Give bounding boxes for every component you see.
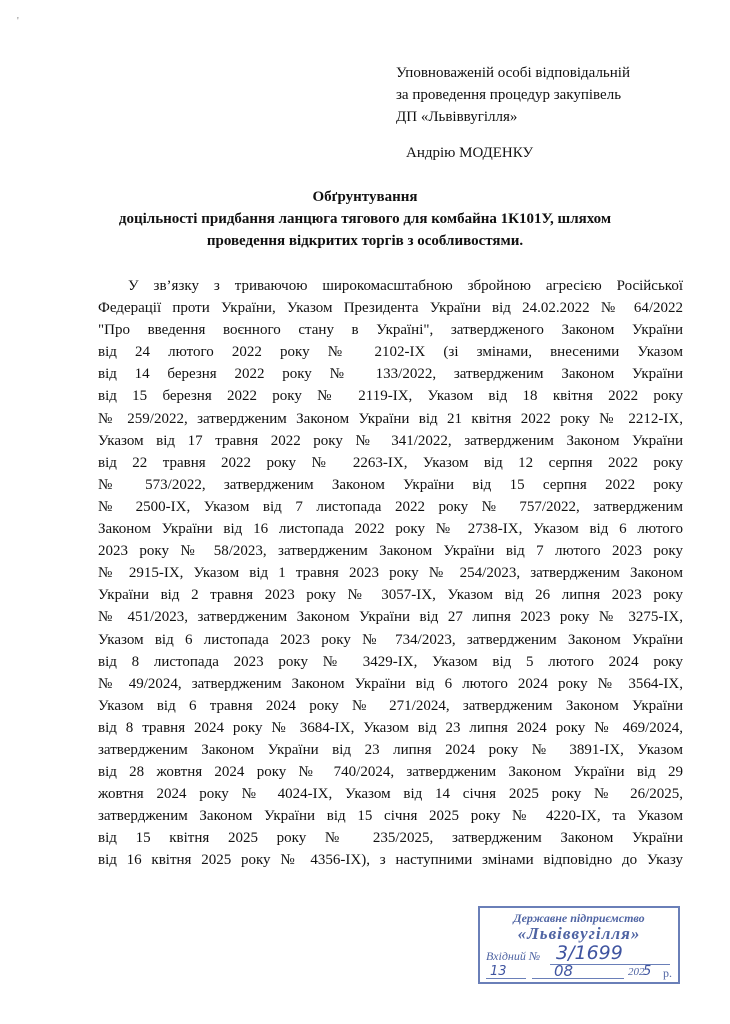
- body-line: № 2915-IX, Указом від 1 травня 2023 року № 254/2023, затвердженим Законом: [98, 565, 683, 582]
- addressee-line: Уповноваженій особі відповідальній: [396, 65, 630, 81]
- stamp-incoming-label: Вхідний №: [486, 949, 541, 963]
- body-line: Указом від 17 травня 2022 року № 341/2022, затвердженим Законом України: [98, 432, 683, 449]
- body-line: затвердженим Законом України від 23 липня 2024 року № 3891-IX, Указом: [98, 741, 683, 758]
- document-body: [98, 275, 683, 872]
- body-line: № 2500-IX, Указом від 7 листопада 2022 року № 757/2022, затвердженим: [98, 498, 683, 515]
- body-line: України від 2 травня 2023 року № 3057-IX, Указом від 26 липня 2023 року: [98, 587, 683, 604]
- body-line: № 259/2022, затвердженим Законом України від 21 квітня 2022 року № 2212-IX,: [98, 410, 683, 427]
- body-line: Указом від 6 листопада 2023 року № 734/2023, затвердженим Законом України: [98, 631, 683, 648]
- body-line: Федерації проти України, Указом Президента України від 24.02.2022 № 64/2022: [98, 300, 683, 317]
- body-line: від 22 травня 2022 року № 2263-IX, Указом від 12 серпня 2022 року: [98, 454, 683, 471]
- body-line: від 14 березня 2022 року № 133/2022, затвердженим Законом України: [98, 366, 683, 383]
- stamp-incoming-number: 3/1699: [556, 942, 623, 964]
- title-line: доцільності придбання ланцюга тягового для комбайна 1К101У, шляхом: [118, 211, 612, 227]
- body-line: № 451/2023, затвердженим Законом України від 27 липня 2023 року № 3275-IX,: [98, 609, 683, 626]
- stamp-name: «Львіввугілля»: [517, 924, 641, 943]
- body-line: Указом від 6 травня 2024 року № 271/2024, затвердженим Законом України: [98, 697, 683, 714]
- stamp-year-mark: р.: [663, 966, 672, 980]
- body-line: № 49/2024, затвердженим Законом України від 6 лютого 2024 року № 3564-IX,: [98, 675, 683, 692]
- body-line: Законом України від 16 листопада 2022 року № 2738-IX, Указом від 6 лютого: [98, 521, 683, 538]
- body-line: 2023 року № 58/2023, затвердженим Законом України від 7 лютого 2023 року: [98, 543, 683, 560]
- stamp-year-suffix: 5: [643, 964, 652, 979]
- title-line: проведення відкритих торгів з особливостями.: [206, 233, 524, 249]
- stamp-month: 08: [554, 962, 574, 980]
- addressee-line: ДП «Львіввугілля»: [396, 109, 518, 125]
- stamp-year-prefix: 202: [628, 966, 645, 978]
- body-line: від 28 жовтня 2024 року № 740/2024, затвердженим Законом України від 29: [98, 764, 683, 781]
- body-line: від 15 березня 2022 року № 2119-IX, Указом від 18 квітня 2022 року: [98, 388, 683, 405]
- body-line: від 8 травня 2024 року № 3684-IX, Указом від 23 липня 2024 року № 469/2024,: [98, 719, 683, 736]
- body-line: № 573/2022, затвердженим Законом України від 15 серпня 2022 року: [98, 476, 683, 493]
- document-title: [90, 186, 640, 252]
- addressee-line: за проведення процедур закупівель: [396, 87, 622, 103]
- stamp-month-underline: [532, 978, 624, 979]
- body-line: від 16 квітня 2025 року № 4356-IX), з наступними змінами відповідно до Указу: [98, 852, 683, 869]
- registration-stamp: [478, 906, 680, 984]
- title-line: Обґрунтування: [312, 189, 418, 205]
- body-line: "Про введення воєнного стану в Україні", затвердженого Законом України: [98, 322, 683, 339]
- body-line: від 8 листопада 2023 року № 3429-IX, Указом від 5 лютого 2024 року: [98, 653, 683, 670]
- body-line: від 24 лютого 2022 року № 2102-IX (зі змінами, внесеними Указом: [98, 344, 683, 361]
- stamp-day: 13: [490, 964, 507, 979]
- body-line: затвердженим Законом України від 15 січня 2025 року № 4220-IX, та Указом: [98, 808, 683, 825]
- body-line: жовтня 2024 року № 4024-IX, Указом від 14 січня 2025 року № 26/2025,: [98, 786, 683, 803]
- addressee-block: [396, 62, 630, 128]
- addressee-name: Андрію МОДЕНКУ: [406, 145, 534, 161]
- body-line: У зв’язку з триваючою широкомасштабною збройною агресією Російської: [128, 278, 683, 294]
- scan-corner-mark: ': [17, 16, 19, 27]
- stamp-organization: Державне підприємство: [513, 911, 645, 925]
- body-line: від 15 квітня 2025 року № 235/2025, затвердженим Законом України: [98, 830, 683, 847]
